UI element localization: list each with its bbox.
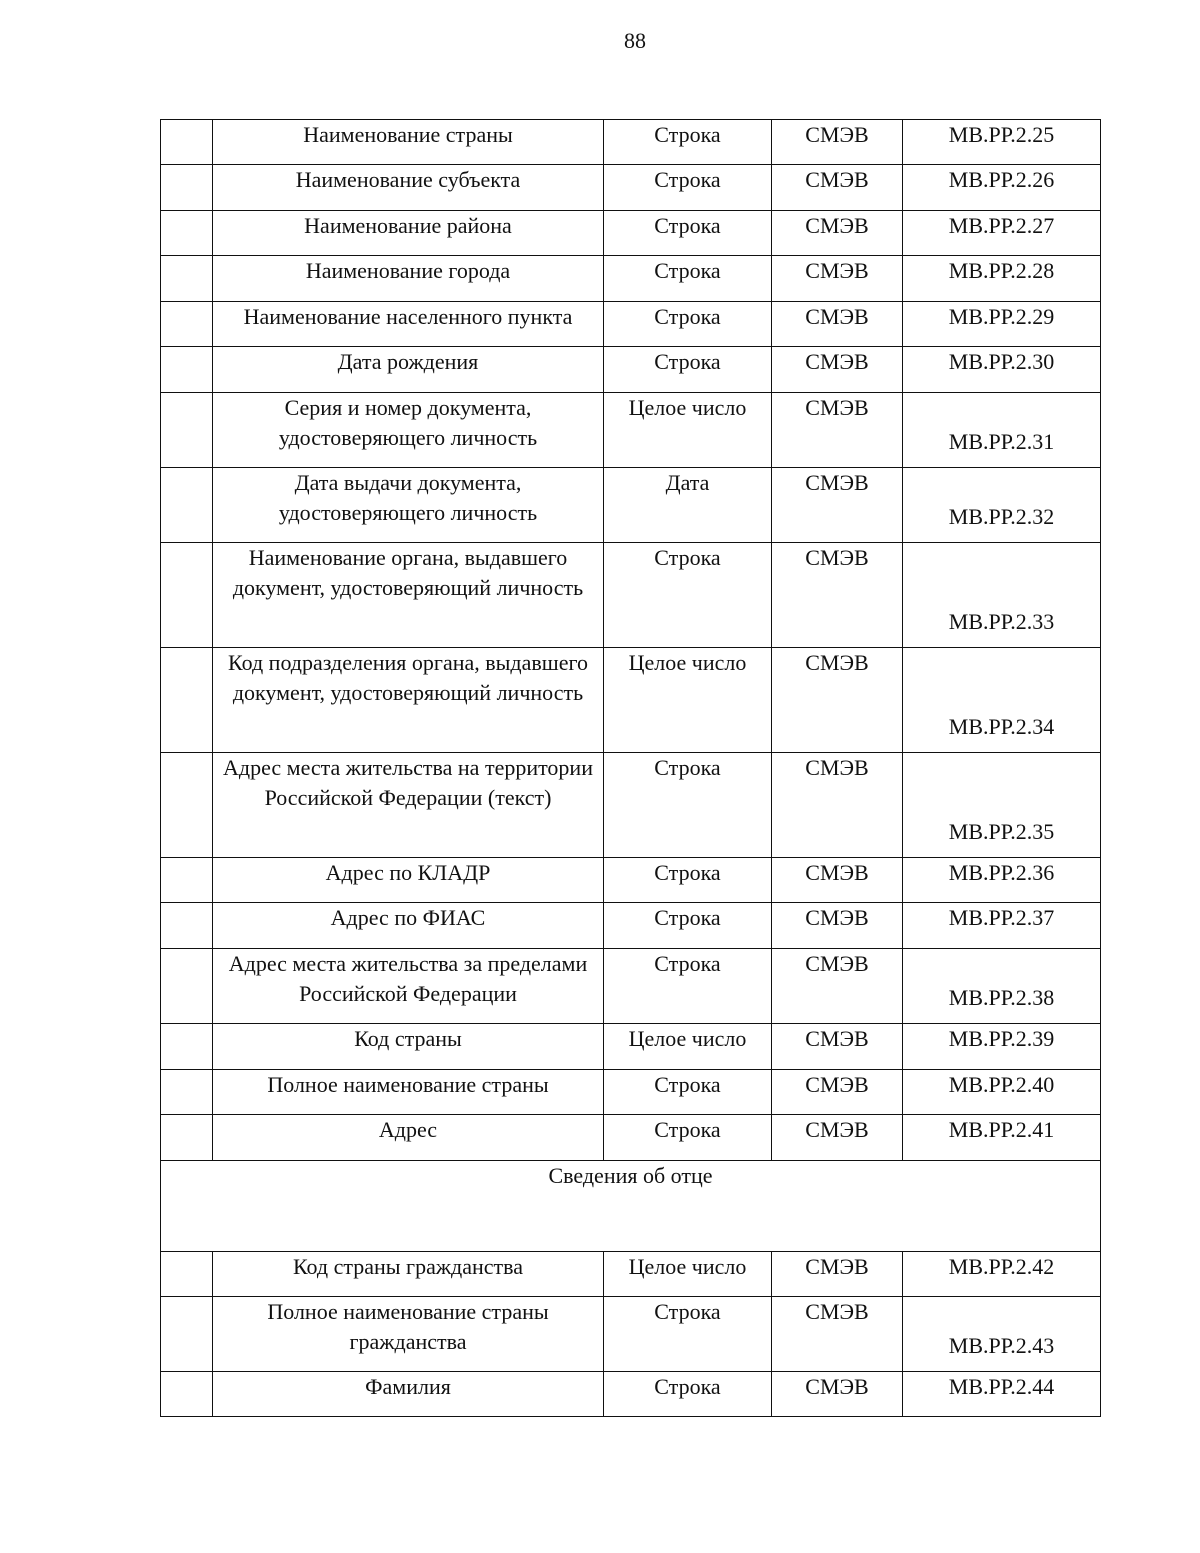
source-cell: СМЭВ [772,256,903,302]
field-name-cell: Код подразделения органа, выдавшего документ, удостоверяющий личность [213,648,604,753]
data-type-cell: Строка [604,1070,772,1115]
source-cell: СМЭВ [772,1297,903,1372]
table-row [161,753,1101,858]
code-cell: МВ.РР.2.37 [903,903,1101,949]
code-cell: МВ.РР.2.44 [903,1372,1101,1417]
field-name-cell: Код страны гражданства [213,1252,604,1297]
table-row [161,1372,1101,1417]
field-name-cell: Адрес по ФИАС [213,903,604,949]
table-row [161,468,1101,543]
row-number-cell [161,903,213,949]
data-type-cell: Строка [604,753,772,858]
page-number: 88 [624,28,646,53]
row-number-cell [161,120,213,165]
table-row [161,347,1101,393]
table-row [161,120,1101,165]
source-cell: СМЭВ [772,468,903,543]
field-name-cell: Дата выдачи документа, удостоверяющего личность [213,468,604,543]
source-cell: СМЭВ [772,1115,903,1161]
data-type-cell: Целое число [604,648,772,753]
data-table [160,119,1101,1417]
source-cell: СМЭВ [772,211,903,256]
row-number-cell [161,1024,213,1070]
table-row [161,543,1101,648]
field-name-cell: Полное наименование страны [213,1070,604,1115]
code-cell: МВ.РР.2.29 [903,302,1101,347]
row-number-cell [161,543,213,648]
code-cell: МВ.РР.2.42 [903,1252,1101,1297]
data-type-cell: Строка [604,211,772,256]
table-row [161,165,1101,211]
field-name-cell: Наименование органа, выдавшего документ, удостоверяющий личность [213,543,604,648]
table-row [161,858,1101,903]
source-cell: СМЭВ [772,648,903,753]
source-cell: СМЭВ [772,120,903,165]
source-cell: СМЭВ [772,753,903,858]
source-cell: СМЭВ [772,543,903,648]
field-name-cell: Адрес места жительства на территории Российской Федерации (текст) [213,753,604,858]
code-cell: МВ.РР.2.31 [903,393,1101,468]
source-cell: СМЭВ [772,858,903,903]
row-number-cell [161,347,213,393]
source-cell: СМЭВ [772,903,903,949]
field-name-cell: Наименование субъекта [213,165,604,211]
field-name-cell: Полное наименование страны гражданства [213,1297,604,1372]
row-number-cell [161,949,213,1024]
source-cell: СМЭВ [772,302,903,347]
source-cell: СМЭВ [772,393,903,468]
code-cell: МВ.РР.2.26 [903,165,1101,211]
data-type-cell: Целое число [604,1024,772,1070]
data-type-cell: Строка [604,256,772,302]
source-cell: СМЭВ [772,347,903,393]
source-cell: СМЭВ [772,949,903,1024]
field-name-cell: Адрес места жительства за пределами Российской Федерации [213,949,604,1024]
field-name-cell: Фамилия [213,1372,604,1417]
row-number-cell [161,393,213,468]
table-row [161,1252,1101,1297]
field-name-cell: Серия и номер документа, удостоверяющего личность [213,393,604,468]
section-title: Сведения об отце [161,1161,1101,1252]
field-name-cell: Наименование города [213,256,604,302]
row-number-cell [161,468,213,543]
field-name-cell: Адрес [213,1115,604,1161]
field-name-cell: Наименование района [213,211,604,256]
data-type-cell: Строка [604,165,772,211]
table-row [161,1024,1101,1070]
code-cell: МВ.РР.2.25 [903,120,1101,165]
data-type-cell: Целое число [604,1252,772,1297]
code-cell: МВ.РР.2.35 [903,753,1101,858]
data-type-cell: Строка [604,543,772,648]
table-row [161,648,1101,753]
row-number-cell [161,648,213,753]
source-cell: СМЭВ [772,165,903,211]
table-row [161,949,1101,1024]
row-number-cell [161,256,213,302]
row-number-cell [161,1297,213,1372]
code-cell: МВ.РР.2.32 [903,468,1101,543]
data-type-cell: Строка [604,858,772,903]
code-cell: МВ.РР.2.38 [903,949,1101,1024]
data-type-cell: Строка [604,302,772,347]
code-cell: МВ.РР.2.27 [903,211,1101,256]
code-cell: МВ.РР.2.39 [903,1024,1101,1070]
field-name-cell: Наименование населенного пункта [213,302,604,347]
data-type-cell: Строка [604,1372,772,1417]
field-name-cell: Наименование страны [213,120,604,165]
code-cell: МВ.РР.2.30 [903,347,1101,393]
code-cell: МВ.РР.2.40 [903,1070,1101,1115]
table-row [161,302,1101,347]
row-number-cell [161,1372,213,1417]
section-header-row [161,1161,1101,1252]
data-type-cell: Строка [604,1115,772,1161]
row-number-cell [161,1252,213,1297]
table-row [161,1070,1101,1115]
table-row [161,211,1101,256]
data-type-cell: Дата [604,468,772,543]
row-number-cell [161,858,213,903]
source-cell: СМЭВ [772,1372,903,1417]
data-type-cell: Строка [604,1297,772,1372]
source-cell: СМЭВ [772,1024,903,1070]
data-type-cell: Строка [604,949,772,1024]
table-row [161,903,1101,949]
table-row [161,393,1101,468]
data-type-cell: Строка [604,903,772,949]
code-cell: МВ.РР.2.43 [903,1297,1101,1372]
row-number-cell [161,1115,213,1161]
code-cell: МВ.РР.2.41 [903,1115,1101,1161]
table-row [161,256,1101,302]
row-number-cell [161,165,213,211]
data-type-cell: Строка [604,347,772,393]
source-cell: СМЭВ [772,1252,903,1297]
field-name-cell: Дата рождения [213,347,604,393]
table-row [161,1115,1101,1161]
row-number-cell [161,1070,213,1115]
code-cell: МВ.РР.2.28 [903,256,1101,302]
row-number-cell [161,302,213,347]
field-name-cell: Код страны [213,1024,604,1070]
data-type-cell: Целое число [604,393,772,468]
field-name-cell: Адрес по КЛАДР [213,858,604,903]
source-cell: СМЭВ [772,1070,903,1115]
data-type-cell: Строка [604,120,772,165]
row-number-cell [161,753,213,858]
row-number-cell [161,211,213,256]
table-row [161,1297,1101,1372]
code-cell: МВ.РР.2.34 [903,648,1101,753]
code-cell: МВ.РР.2.33 [903,543,1101,648]
code-cell: МВ.РР.2.36 [903,858,1101,903]
